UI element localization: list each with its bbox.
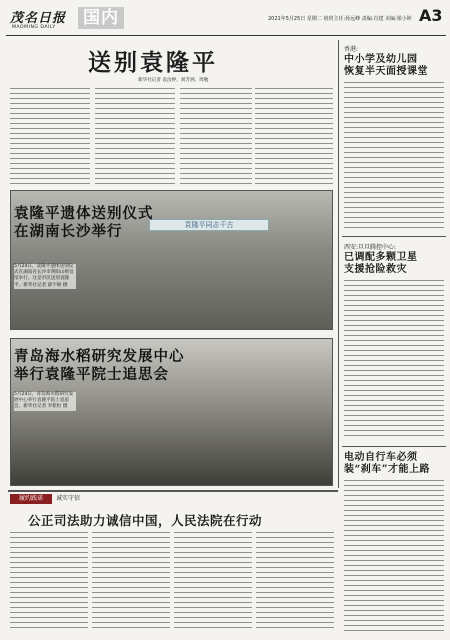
right-top-headline-line1: 中小学及幼儿园 [344,54,418,65]
bottom-headline: 公正司法助力诚信中国，人民法院在行动 [28,513,263,528]
photo2-title [14,348,185,384]
masthead [6,4,446,36]
photo1-title [14,205,154,241]
right-top-article [344,82,444,232]
photo2-caption: 5月24日，青岛海水稻研究发展中心举行袁隆平院士追思会。新华社记者 李紫恒 摄 [14,392,76,411]
right-bottom-article [344,480,444,632]
right-top-tag: 香港: [344,46,359,53]
lead-article-col-1 [10,88,90,184]
photo-banner: 袁隆平同志千古 [149,219,269,231]
bottom-article-col-4 [256,532,334,632]
right-mid-headline-line2: 支援抢险救灾 [344,264,407,275]
right-mid-headline-line1: 已调配多颗卫星 [344,252,418,263]
right-mid-article [344,280,444,440]
right-top-headline-line2: 恢复半天面授课堂 [344,66,428,77]
bottom-article-col-3 [174,532,252,632]
newspaper-brand: 茂名日报 [10,11,67,26]
photo1-caption: 5月24日，袁隆平遗体送别仪式在湖南省长沙市明阳山殡仪馆举行。这是市民送别袁隆平。新华社记者 薛宇舸 摄 [14,264,76,289]
newspaper-pinyin: MAOMING DAILY [12,25,56,30]
right-top-headline [344,54,428,78]
right-mid-tag: 西安:旦旦腾控中心: [344,244,397,251]
bottom-divider [8,490,338,492]
photo2-title-line2: 举行袁隆平院士追思会 [14,366,169,383]
lead-headline: 送别袁隆平 [88,49,218,76]
page-number: A3 [419,6,443,25]
photo1-title-line1: 袁隆平遗体送别仪式 [14,205,154,222]
photo2-title-line1: 青岛海水稻研究发展中心 [14,348,185,365]
section-title: 国内 [78,7,124,29]
lead-article-col-3 [180,88,252,184]
lead-article-col-4 [255,88,333,184]
column-divider [338,40,339,488]
right-divider-2 [342,446,446,447]
bottom-article-col-2 [92,532,170,632]
date-line: 2021年5月25日 星期二 值班主任:孙远峰 责编:肖建 美编:梁小婷 [268,16,412,22]
section-tag: 履约践诺 [10,494,52,504]
right-bottom-headline-line2: 装“刹车”才能上路 [344,464,431,475]
right-divider-1 [342,236,446,237]
section-tag-sub: 诚实守信 [56,495,81,502]
right-bottom-headline-line1: 电动自行车必须 [344,452,418,463]
photo1-title-line2: 在湖南长沙举行 [14,223,123,240]
lead-article-col-2 [95,88,175,184]
lead-byline: 新华社记者 袁汝婷、刘芳洲、周勉 [138,78,209,83]
bottom-article-col-1 [10,532,88,632]
right-mid-headline [344,252,418,276]
right-bottom-headline [344,452,430,476]
